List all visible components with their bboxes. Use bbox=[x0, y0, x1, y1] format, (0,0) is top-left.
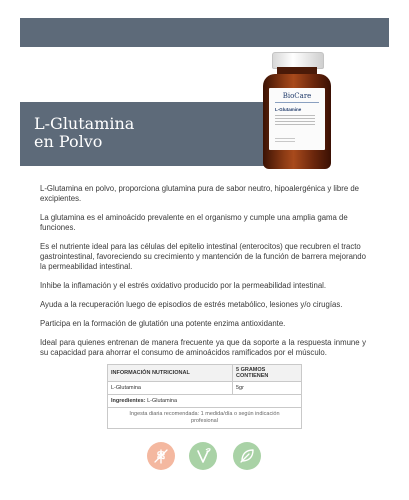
label-footer-lines bbox=[275, 138, 295, 144]
top-banner bbox=[20, 18, 389, 47]
title-line-2: en Polvo bbox=[34, 132, 103, 151]
label-text-lines bbox=[275, 115, 315, 125]
label-product-name: L-Glutamine bbox=[275, 107, 302, 112]
title-line-1: L-Glutamina bbox=[34, 114, 135, 133]
ingredients-cell bbox=[108, 395, 302, 408]
paragraph-2: La glutamina es el aminoácido prevalente en el organismo y cumple una amplia gama de funciones. bbox=[40, 213, 348, 232]
brand-logo: BioCare bbox=[282, 92, 312, 100]
ingredients-row bbox=[108, 395, 302, 408]
no-gluten-icon bbox=[147, 442, 175, 470]
ingredients-value: L-Glutamina bbox=[145, 398, 178, 404]
nutrition-table bbox=[107, 364, 302, 429]
vegan-icon bbox=[189, 442, 217, 470]
label-divider bbox=[275, 102, 319, 103]
nutrient-name: L-Glutamina bbox=[108, 382, 233, 395]
leaf-icon bbox=[233, 442, 261, 470]
description bbox=[40, 184, 366, 367]
paragraph-3: Es el nutriente ideal para las células del epitelio intestinal (enterocitos) que recubren el tracto gastrointestinal, favoreciendo su crecimiento y mantención de la función de barrera mejorando la permeabilidad intestinal. bbox=[40, 242, 366, 271]
paragraph-6: Participa en la formación de glutatión una potente enzima antioxidante. bbox=[40, 319, 286, 328]
jar-body bbox=[263, 74, 331, 169]
paragraph-5: Ayuda a la recuperación luego de episodios de estrés metabólico, lesiones y/o cirugías. bbox=[40, 300, 343, 309]
dosage-text: Ingesta diaria recomendada: 1 medida/día o según indicación profesional bbox=[108, 408, 302, 429]
serving-header: 5 GRAMOS CONTIENEN bbox=[233, 365, 302, 382]
product-title bbox=[34, 115, 134, 151]
paragraph-4: Inhibe la inflamación y el estrés oxidativo producido por la permeabilidad intestinal. bbox=[40, 281, 327, 290]
nutrient-amount: 5gr bbox=[233, 382, 302, 395]
paragraph-7: Ideal para quienes entrenan de manera frecuente ya que da soporte a la respuesta inmune y su capacidad para ahorrar el consumo de aminoácidos ramificados por el músculo. bbox=[40, 338, 366, 357]
dosage-row bbox=[108, 408, 302, 429]
paragraph-1: L-Glutamina en polvo, proporciona glutamina pura de sabor neutro, hipoalergénica y libre de excipientes. bbox=[40, 184, 360, 203]
table-row bbox=[108, 382, 302, 395]
title-banner bbox=[20, 102, 272, 166]
product-jar-image bbox=[263, 52, 331, 169]
ingredients-label: Ingredientes: bbox=[111, 398, 146, 404]
table-header-row bbox=[108, 365, 302, 382]
jar-label bbox=[269, 88, 325, 150]
nutrition-header: INFORMACIÓN NUTRICIONAL bbox=[108, 365, 233, 382]
